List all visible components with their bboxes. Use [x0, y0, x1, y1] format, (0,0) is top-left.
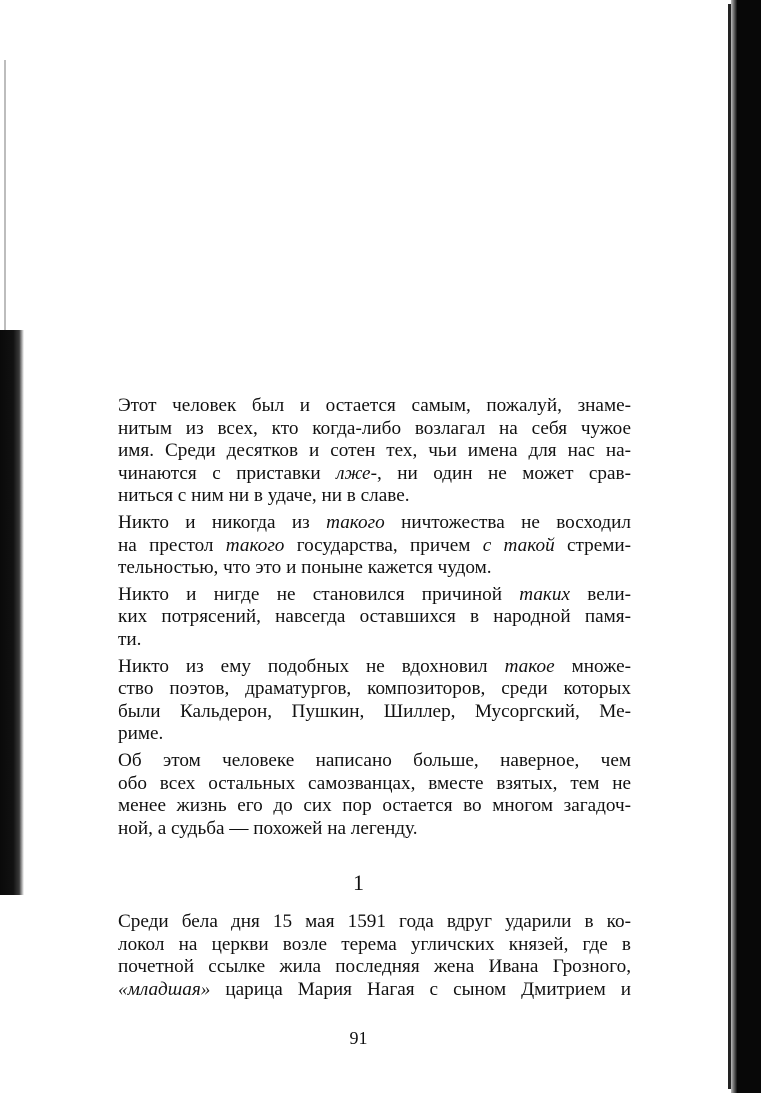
text-line: ких потрясений, навсегда оставшихся в народной памя-	[118, 606, 631, 628]
text-line: Среди бела дня 15 мая 1591 года вдруг ударили в ко-	[118, 911, 631, 932]
scan-edge-left	[0, 330, 24, 895]
text-line: имя. Среди десятков и сотен тех, чьи имена для нас на-	[118, 440, 631, 462]
text-line: чинаются с приставки лже-, ни один не может срав-	[118, 462, 631, 484]
text-line: нитым из всех, кто когда-либо возлагал на себя чужое	[118, 417, 631, 439]
text-line: Никто из ему подобных не вдохновил такое множе-	[118, 655, 632, 677]
text-line: ниться с ним ни в удаче, ни в славе.	[118, 485, 410, 507]
intro-paragraph-3	[118, 584, 631, 652]
text-line: «младшая» царица Мария Нагая с сыном Дмитрием и	[118, 978, 631, 1000]
intro-paragraph-4	[118, 656, 631, 746]
text-line: менее жизнь его до сих пор остается во многом загадоч-	[118, 795, 631, 817]
text-line: на престол такого государства, причем с такой стреми-	[118, 534, 632, 556]
intro-paragraph-1	[118, 395, 631, 508]
page-number-label: 91	[349, 1028, 368, 1048]
intro-text	[118, 395, 631, 844]
intro-paragraph-5	[118, 750, 631, 840]
scan-edge-left-thin	[4, 60, 6, 330]
text-line: локол на церкви возле терема угличских князей, где в	[118, 933, 631, 955]
text-line: ство поэтов, драматургов, композиторов, среди которых	[118, 678, 631, 700]
text-line: Никто и никогда из такого ничтожества не восходил	[118, 511, 631, 533]
chapter-number: 1	[353, 870, 364, 895]
intro-paragraph-2	[118, 512, 631, 580]
text-line: Никто и нигде не становился причиной таких вели-	[118, 583, 631, 605]
text-line: были Кальдерон, Пушкин, Шиллер, Мусоргский, Ме-	[118, 700, 631, 722]
text-line: риме.	[118, 723, 164, 745]
text-line: тельностью, что это и поныне кажется чудом.	[118, 557, 492, 579]
chapter-heading	[0, 870, 761, 896]
chapter-text	[118, 911, 631, 1001]
text-line: почетной ссылке жила последняя жена Ивана Грозного,	[118, 956, 631, 978]
page-number	[0, 1028, 761, 1049]
text-line: ной, а судьба — похожей на легенду.	[118, 817, 418, 839]
text-line: обо всех остальных самозванцах, вместе взятых, тем не	[118, 772, 631, 794]
text-line: ти.	[118, 628, 142, 650]
text-line: Об этом человеке написано больше, наверное, чем	[118, 749, 631, 771]
scan-edge-right	[737, 0, 761, 1093]
text-line: Этот человек был и остается самым, пожалуй, знаме-	[118, 395, 631, 416]
chapter-paragraph	[118, 911, 631, 1001]
